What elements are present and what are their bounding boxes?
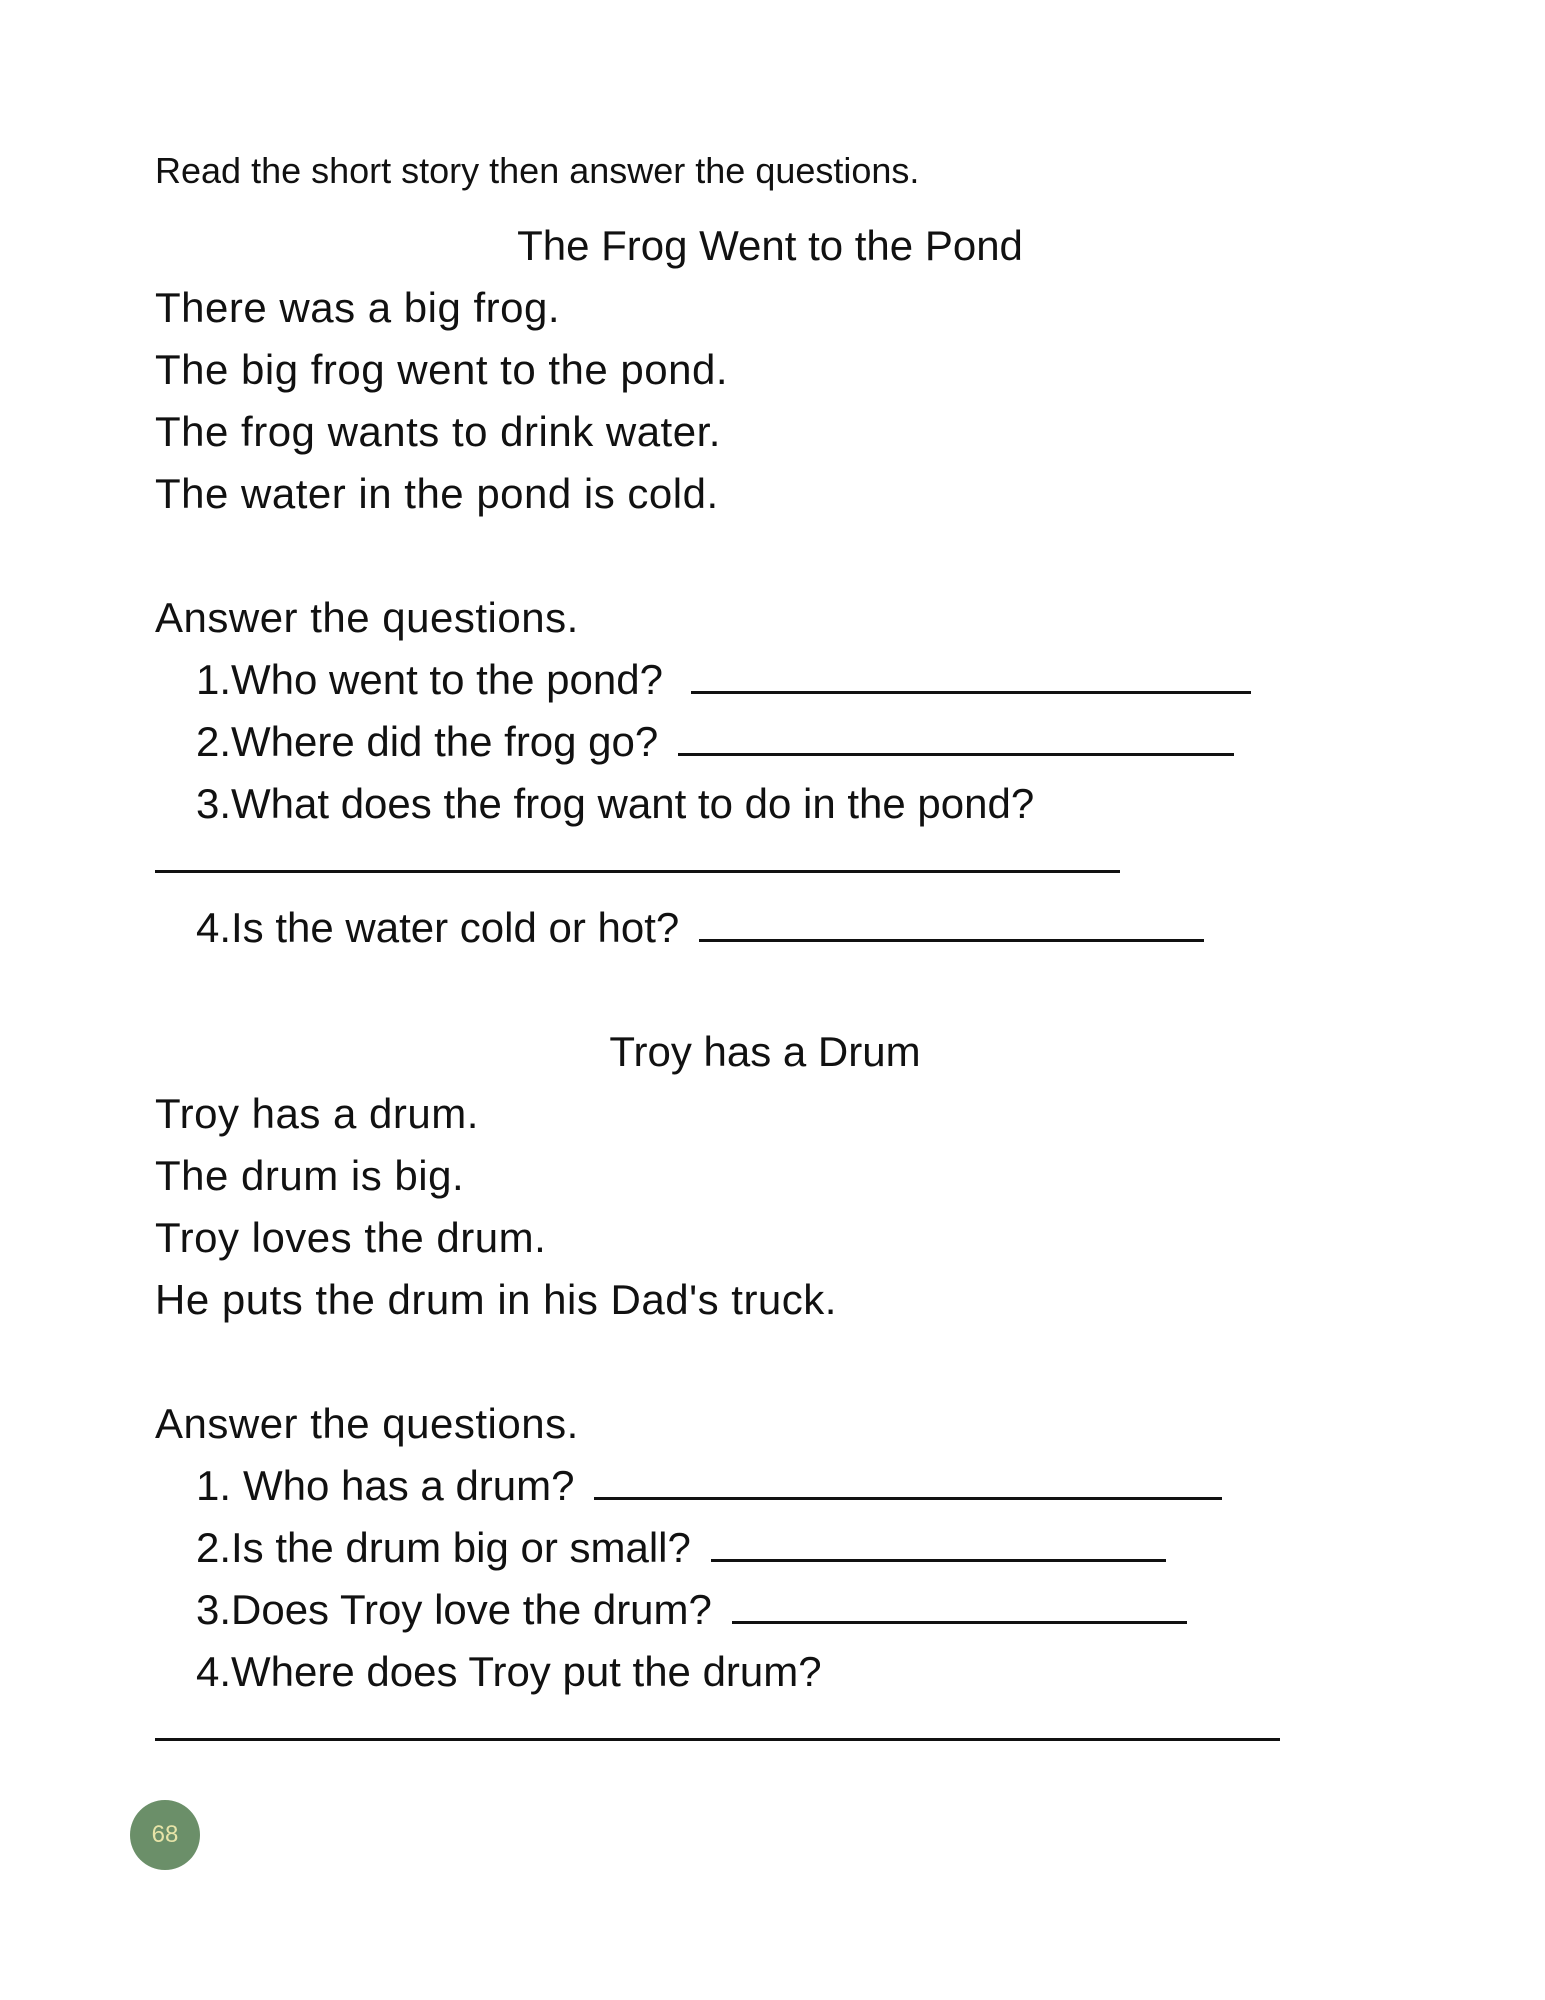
question-number: 2. <box>195 718 231 765</box>
story-line: He puts the drum in his Dad's truck. <box>155 1276 837 1323</box>
story-title: The Frog Went to the Pond <box>517 222 1023 269</box>
question-item <box>195 1460 1222 1512</box>
question-item <box>185 1584 1187 1636</box>
questions-heading: Answer the questions. <box>155 1400 579 1447</box>
story-title: Troy has a Drum <box>609 1028 921 1075</box>
question-text: Does Troy love the drum? <box>231 1586 712 1633</box>
question-item <box>185 716 1234 768</box>
story-line: Troy has a drum. <box>155 1090 479 1137</box>
story-line: The water in the pond is cold. <box>155 470 719 517</box>
question-item <box>185 1646 822 1698</box>
story-line: The frog wants to drink water. <box>155 408 721 455</box>
question-text: Is the water cold or hot? <box>231 904 680 951</box>
answer-blank[interactable] <box>155 870 1120 873</box>
story-line: The drum is big. <box>155 1152 465 1199</box>
answer-blank[interactable] <box>711 1547 1166 1562</box>
question-number: 4. <box>195 904 231 951</box>
question-text: Is the drum big or small? <box>231 1524 691 1571</box>
question-number: 4. <box>195 1648 231 1695</box>
question-text: Where does Troy put the drum? <box>231 1648 822 1695</box>
question-item <box>185 778 1034 830</box>
instructions: Read the short story then answer the questions. <box>155 150 920 191</box>
answer-blank[interactable] <box>691 679 1251 694</box>
question-number: 1. <box>195 1462 231 1509</box>
question-text: Who went to the pond? <box>231 656 663 703</box>
answer-blank[interactable] <box>699 927 1204 942</box>
page-number-badge: 68 <box>130 1800 200 1870</box>
question-number: 2. <box>195 1524 231 1571</box>
question-item <box>195 654 1251 706</box>
question-number: 3. <box>195 780 231 827</box>
question-item <box>185 902 1204 954</box>
question-number: 3. <box>195 1586 231 1633</box>
answer-blank[interactable] <box>155 1738 1280 1741</box>
story-line: There was a big frog. <box>155 284 561 331</box>
question-text: Who has a drum? <box>243 1462 575 1509</box>
answer-blank[interactable] <box>732 1609 1187 1624</box>
question-text: Where did the frog go? <box>231 718 659 765</box>
story-line: The big frog went to the pond. <box>155 346 729 393</box>
answer-blank[interactable] <box>678 741 1234 756</box>
question-number: 1. <box>195 656 231 703</box>
story-line: Troy loves the drum. <box>155 1214 547 1261</box>
questions-heading: Answer the questions. <box>155 594 579 641</box>
question-item <box>185 1522 1166 1574</box>
answer-blank[interactable] <box>594 1485 1222 1500</box>
question-text: What does the frog want to do in the pond? <box>231 780 1035 827</box>
